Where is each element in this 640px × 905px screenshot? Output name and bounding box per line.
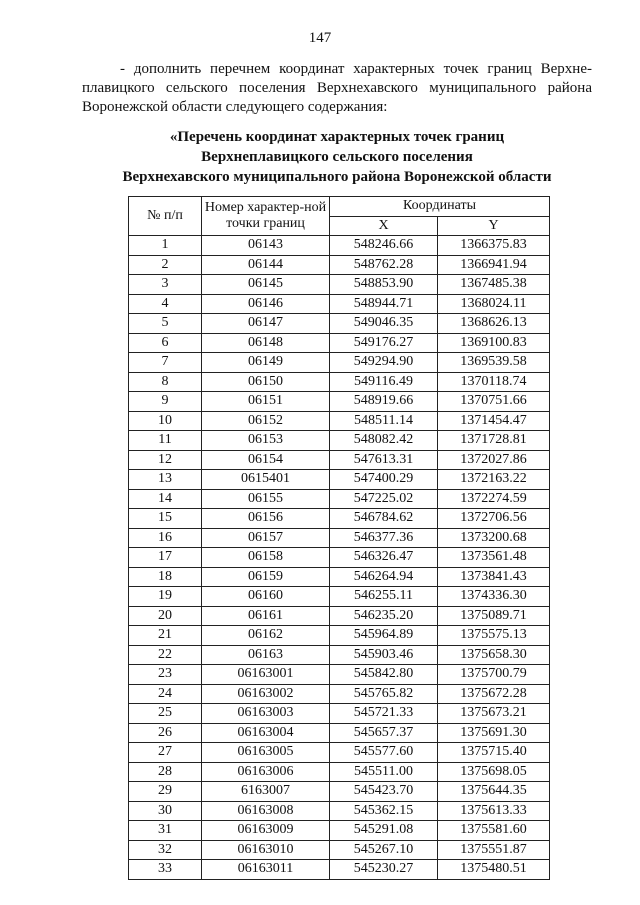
header-number: № п/п [129,197,202,236]
cell-y: 1370751.66 [438,392,550,412]
table-row [129,528,550,548]
cell-number: 30 [129,801,202,821]
cell-number: 10 [129,411,202,431]
cell-point-number: 06163004 [202,723,330,743]
cell-point-number: 06159 [202,567,330,587]
cell-point-number: 06160 [202,587,330,607]
cell-x: 547225.02 [330,489,438,509]
cell-x: 546784.62 [330,509,438,529]
cell-point-number: 06154 [202,450,330,470]
cell-number: 8 [129,372,202,392]
table-row [129,821,550,841]
cell-x: 545230.27 [330,860,438,880]
cell-number: 28 [129,762,202,782]
table-row [129,431,550,451]
cell-x: 548853.90 [330,275,438,295]
header-coordinates: Координаты [330,197,550,217]
heading-line-1: «Перечень координат характерных точек границ [169,129,505,145]
cell-x: 548511.14 [330,411,438,431]
table-row [129,548,550,568]
cell-point-number: 06163006 [202,762,330,782]
cell-point-number: 06163001 [202,665,330,685]
cell-point-number: 06163008 [202,801,330,821]
cell-x: 545511.00 [330,762,438,782]
cell-point-number: 06163009 [202,821,330,841]
cell-y: 1374336.30 [438,587,550,607]
cell-point-number: 06145 [202,275,330,295]
cell-point-number: 06163 [202,645,330,665]
cell-x: 547400.29 [330,470,438,490]
cell-x: 545577.60 [330,743,438,763]
cell-point-number: 06149 [202,353,330,373]
cell-number: 1 [129,236,202,256]
table-row [129,762,550,782]
cell-point-number: 06157 [202,528,330,548]
table-row [129,567,550,587]
cell-number: 3 [129,275,202,295]
cell-x: 546326.47 [330,548,438,568]
table-row [129,704,550,724]
cell-number: 12 [129,450,202,470]
cell-point-number: 06162 [202,626,330,646]
cell-number: 11 [129,431,202,451]
cell-number: 32 [129,840,202,860]
cell-x: 545657.37 [330,723,438,743]
cell-x: 545903.46 [330,645,438,665]
cell-y: 1375672.28 [438,684,550,704]
cell-x: 548944.71 [330,294,438,314]
cell-number: 17 [129,548,202,568]
cell-y: 1375089.71 [438,606,550,626]
cell-y: 1375551.87 [438,840,550,860]
cell-point-number: 06163010 [202,840,330,860]
cell-number: 15 [129,509,202,529]
cell-y: 1375613.33 [438,801,550,821]
table-row [129,255,550,275]
cell-x: 546255.11 [330,587,438,607]
header-y: Y [438,216,550,236]
cell-x: 545721.33 [330,704,438,724]
table-header [129,197,550,236]
cell-y: 1372163.22 [438,470,550,490]
cell-x: 546377.36 [330,528,438,548]
cell-number: 19 [129,587,202,607]
cell-y: 1375698.05 [438,762,550,782]
table-row [129,801,550,821]
table-row [129,509,550,529]
cell-y: 1368626.13 [438,314,550,334]
intro-paragraph: - дополнить перечнем координат характерных точек границ Верхне-плавицкого сельского поселения Верхнехавского муниципального района Воронежской области следующего содержания: [82,61,592,115]
cell-point-number: 06155 [202,489,330,509]
table-row [129,743,550,763]
cell-y: 1375700.79 [438,665,550,685]
cell-number: 7 [129,353,202,373]
cell-y: 1372027.86 [438,450,550,470]
heading-line-2: Верхнеплавицкого сельского поселения [201,149,473,165]
cell-y: 1369100.83 [438,333,550,353]
cell-point-number: 06161 [202,606,330,626]
table-row [129,236,550,256]
cell-point-number: 06147 [202,314,330,334]
cell-point-number: 6163007 [202,782,330,802]
cell-number: 25 [129,704,202,724]
table-row [129,392,550,412]
cell-point-number: 0615401 [202,470,330,490]
cell-point-number: 06153 [202,431,330,451]
cell-y: 1375715.40 [438,743,550,763]
cell-point-number: 06152 [202,411,330,431]
cell-point-number: 06158 [202,548,330,568]
table-row [129,275,550,295]
table-row [129,470,550,490]
cell-x: 548246.66 [330,236,438,256]
cell-y: 1369539.58 [438,353,550,373]
cell-number: 26 [129,723,202,743]
cell-point-number: 06163005 [202,743,330,763]
cell-y: 1368024.11 [438,294,550,314]
cell-y: 1375575.13 [438,626,550,646]
cell-x: 545964.89 [330,626,438,646]
cell-y: 1370118.74 [438,372,550,392]
cell-y: 1367485.38 [438,275,550,295]
cell-number: 21 [129,626,202,646]
cell-number: 33 [129,860,202,880]
cell-x: 548082.42 [330,431,438,451]
cell-x: 546264.94 [330,567,438,587]
cell-number: 4 [129,294,202,314]
cell-number: 9 [129,392,202,412]
table-body [129,236,550,880]
table-row [129,294,550,314]
cell-x: 549046.35 [330,314,438,334]
cell-x: 548919.66 [330,392,438,412]
table-row [129,782,550,802]
cell-point-number: 06151 [202,392,330,412]
table-row [129,860,550,880]
table-row [129,353,550,373]
cell-number: 24 [129,684,202,704]
cell-y: 1373561.48 [438,548,550,568]
cell-y: 1372706.56 [438,509,550,529]
cell-number: 20 [129,606,202,626]
header-x: X [330,216,438,236]
table-row [129,723,550,743]
cell-point-number: 06144 [202,255,330,275]
cell-x: 545291.08 [330,821,438,841]
cell-number: 18 [129,567,202,587]
table-row [129,840,550,860]
table-row [129,314,550,334]
cell-number: 13 [129,470,202,490]
header-row-1 [129,197,550,217]
table-row [129,450,550,470]
table-row [129,645,550,665]
cell-y: 1366941.94 [438,255,550,275]
cell-x: 545362.15 [330,801,438,821]
cell-y: 1375480.51 [438,860,550,880]
cell-point-number: 06163011 [202,860,330,880]
table-row [129,489,550,509]
heading-line-3: Верхнехавского муниципального района Воронежской области [122,169,552,185]
cell-y: 1373200.68 [438,528,550,548]
cell-point-number: 06163002 [202,684,330,704]
table-heading [82,127,592,187]
cell-y: 1366375.83 [438,236,550,256]
cell-number: 27 [129,743,202,763]
cell-number: 6 [129,333,202,353]
cell-x: 549294.90 [330,353,438,373]
cell-number: 22 [129,645,202,665]
cell-x: 546235.20 [330,606,438,626]
cell-point-number: 06150 [202,372,330,392]
cell-number: 2 [129,255,202,275]
cell-y: 1375581.60 [438,821,550,841]
cell-y: 1375673.21 [438,704,550,724]
cell-x: 545423.70 [330,782,438,802]
header-point-number: Номер характер-ной точки границ [202,197,330,236]
cell-point-number: 06143 [202,236,330,256]
cell-x: 545765.82 [330,684,438,704]
cell-y: 1371728.81 [438,431,550,451]
page-number: 147 [308,30,332,46]
cell-y: 1372274.59 [438,489,550,509]
cell-point-number: 06148 [202,333,330,353]
cell-number: 16 [129,528,202,548]
cell-y: 1375691.30 [438,723,550,743]
cell-x: 549176.27 [330,333,438,353]
table-row [129,665,550,685]
cell-y: 1371454.47 [438,411,550,431]
cell-y: 1375658.30 [438,645,550,665]
cell-y: 1373841.43 [438,567,550,587]
cell-x: 549116.49 [330,372,438,392]
cell-number: 23 [129,665,202,685]
table-row [129,626,550,646]
cell-number: 14 [129,489,202,509]
table-row [129,411,550,431]
cell-x: 547613.31 [330,450,438,470]
cell-number: 31 [129,821,202,841]
cell-x: 545267.10 [330,840,438,860]
cell-point-number: 06156 [202,509,330,529]
table-row [129,587,550,607]
table-row [129,684,550,704]
table-row [129,372,550,392]
cell-point-number: 06163003 [202,704,330,724]
cell-number: 29 [129,782,202,802]
cell-x: 545842.80 [330,665,438,685]
cell-y: 1375644.35 [438,782,550,802]
cell-x: 548762.28 [330,255,438,275]
cell-point-number: 06146 [202,294,330,314]
cell-number: 5 [129,314,202,334]
table-row [129,333,550,353]
table-row [129,606,550,626]
coordinates-table [128,196,550,880]
